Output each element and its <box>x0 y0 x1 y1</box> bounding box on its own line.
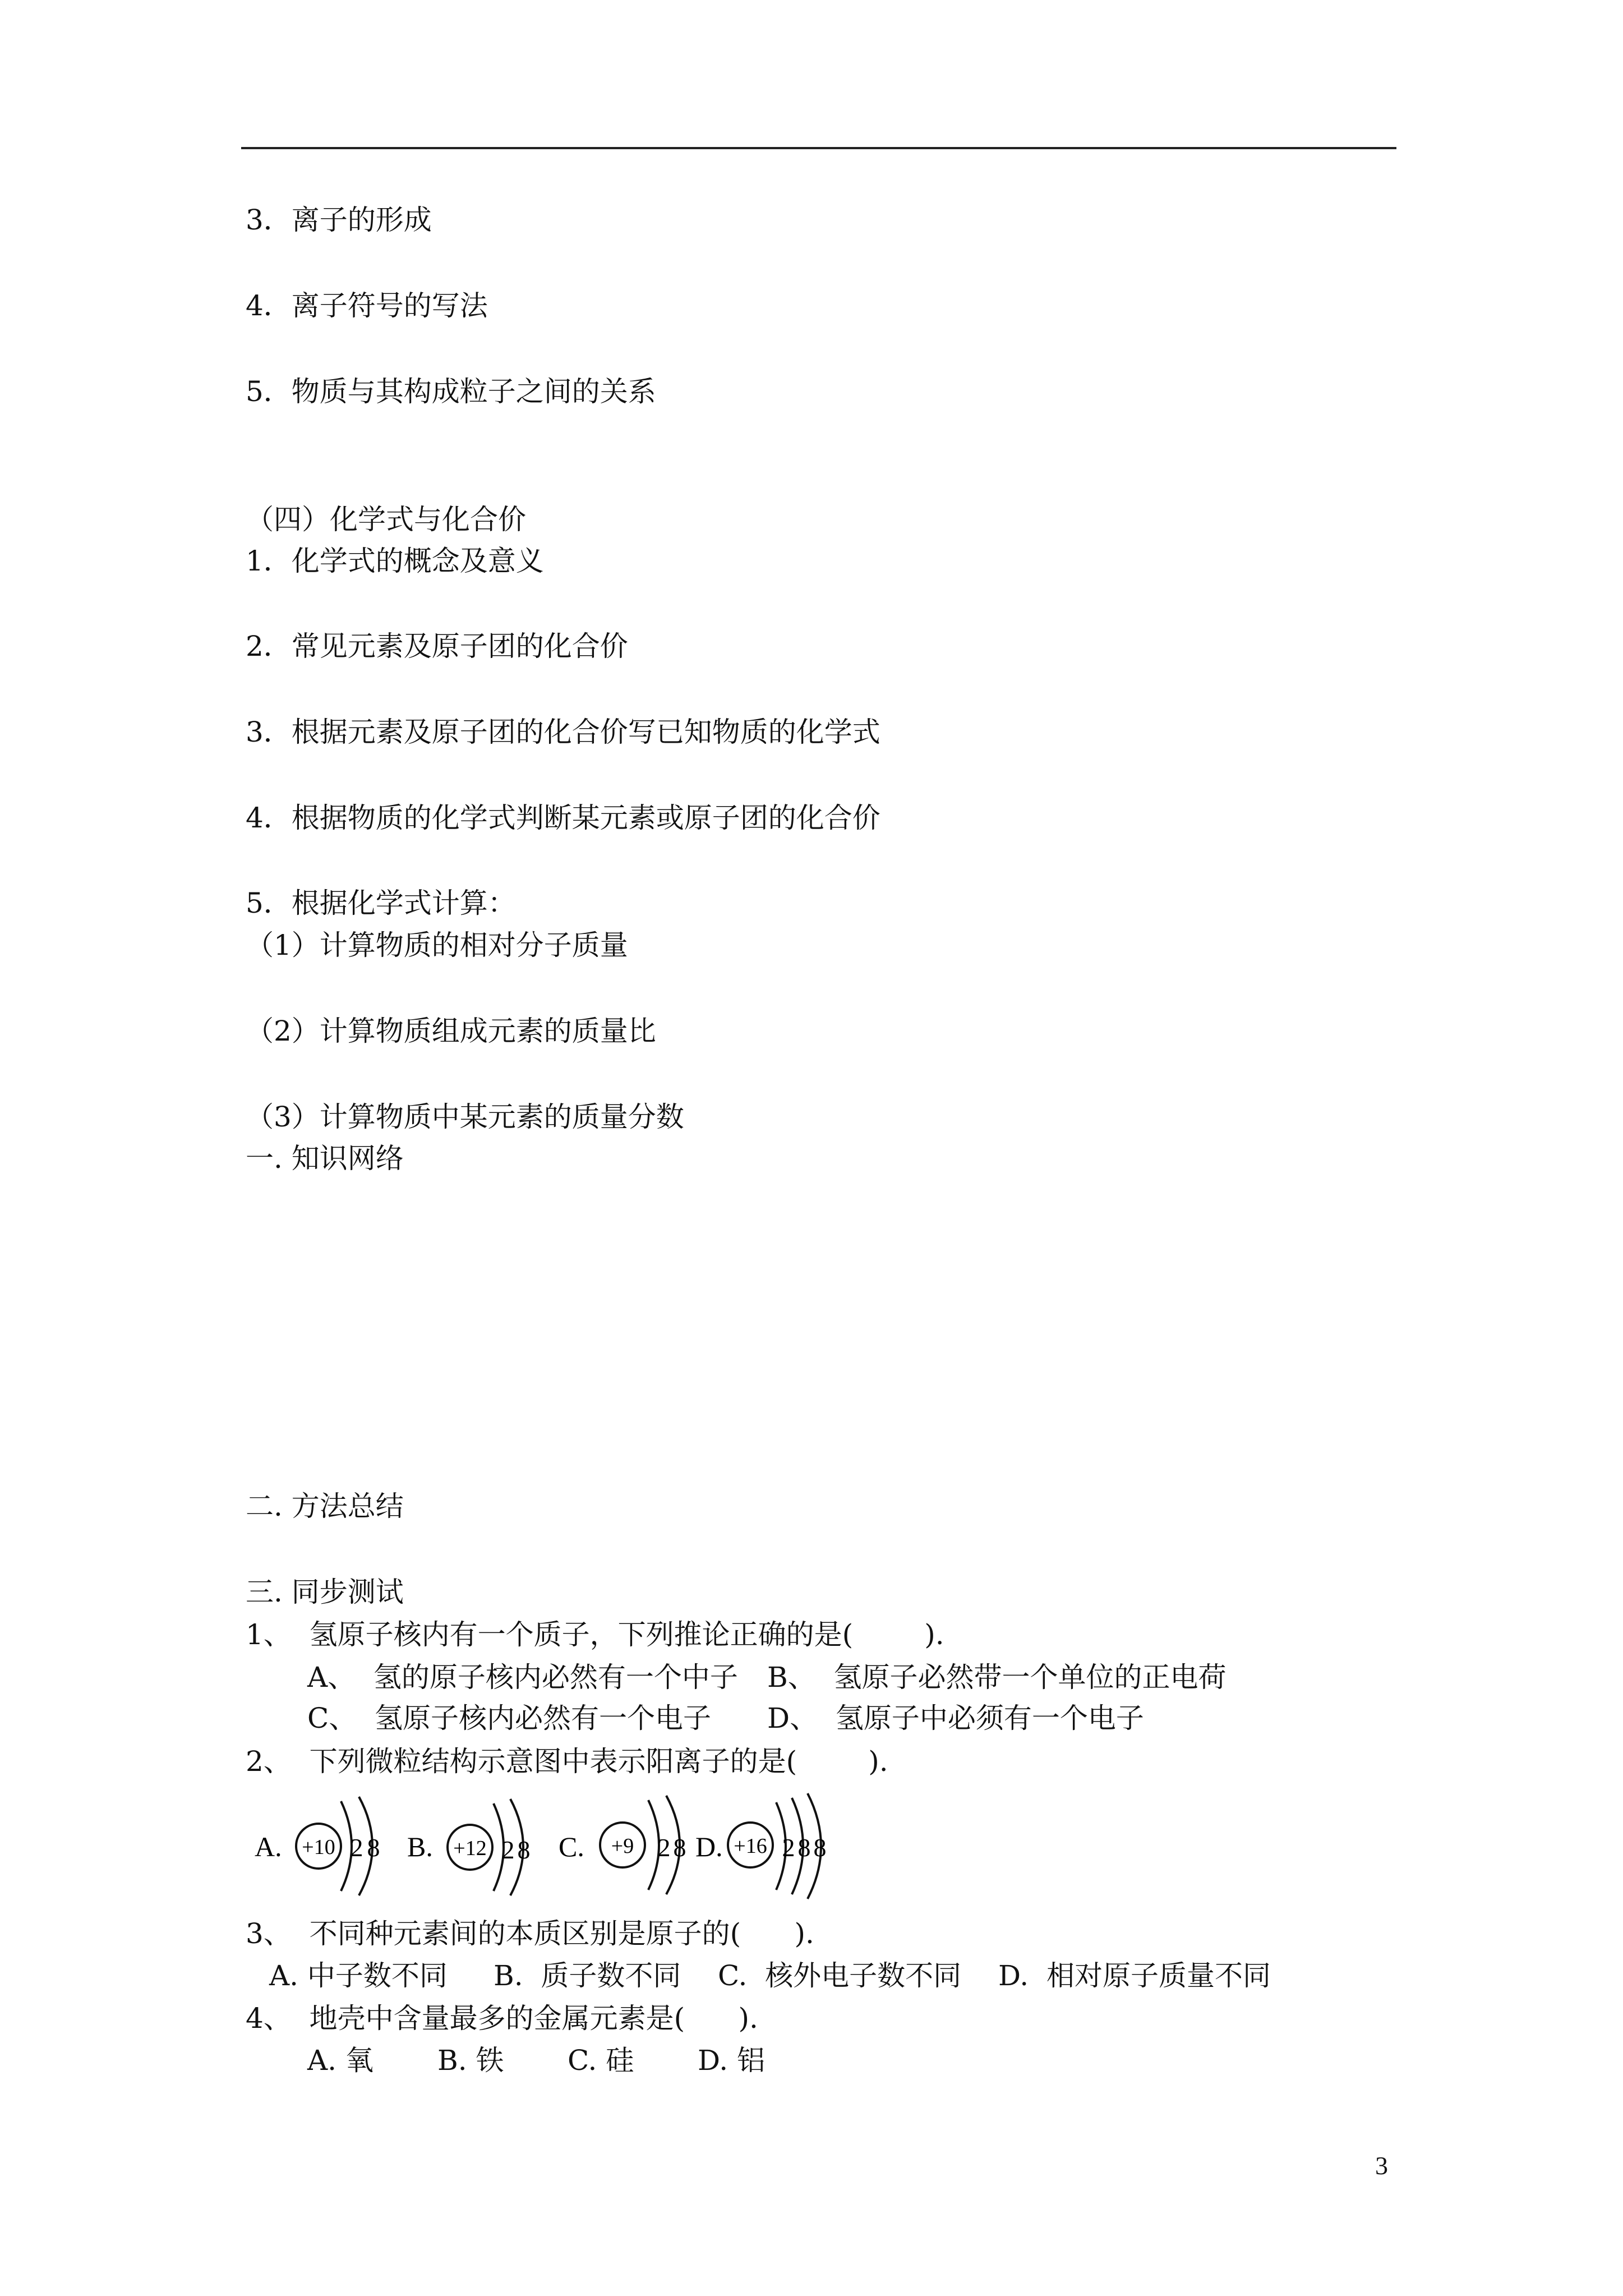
question-stem: 2、 下列微粒结构示意图中表示阳离子的是( ). <box>246 1745 888 1778</box>
nucleus-charge: +16 <box>734 1834 767 1858</box>
option: B. 铁 <box>437 2044 504 2077</box>
option: D. 铝 <box>698 2044 766 2077</box>
text-line: 4．离子符号的写法 <box>246 289 488 322</box>
options-row <box>307 1701 1144 1735</box>
shell-electron-count: 2 <box>657 1833 671 1862</box>
nucleus-charge: +12 <box>453 1837 487 1860</box>
nucleus-charge: +9 <box>611 1834 634 1858</box>
text-line: （3）计算物质中某元素的质量分数 <box>246 1101 684 1133</box>
text-line: 5．根据化学式计算： <box>246 887 516 919</box>
option: C. 核外电子数不同 <box>718 1959 962 1992</box>
options-row <box>269 1959 1271 1993</box>
diagram-option-c <box>559 1796 686 1894</box>
shell-electron-count: 8 <box>797 1833 811 1862</box>
text-line: 1．化学式的概念及意义 <box>246 545 544 577</box>
nucleus-charge: +10 <box>302 1835 335 1859</box>
text-line: （2）计算物质组成元素的质量比 <box>246 1015 656 1047</box>
option: D. 相对原子质量不同 <box>998 1959 1271 1992</box>
option: A. 氧 <box>307 2044 374 2077</box>
shell-electron-count: 2 <box>350 1833 363 1862</box>
options-row <box>307 2044 765 2077</box>
option: B、 氢原子必然带一个单位的正电荷 <box>767 1661 1227 1694</box>
text-line: 5．物质与其构成粒子之间的关系 <box>246 375 656 408</box>
section-heading: 二. 方法总结 <box>246 1490 404 1522</box>
option: C. 硅 <box>568 2044 634 2077</box>
section-heading: （四）化学式与化合价 <box>246 503 526 536</box>
options-row <box>307 1660 1227 1694</box>
diagram-label: B. <box>407 1831 433 1862</box>
option: D、 氢原子中必须有一个电子 <box>767 1702 1144 1734</box>
page-number: 3 <box>1375 2151 1388 2180</box>
option: B. 质子数不同 <box>494 1959 681 1992</box>
diagram-option-b <box>407 1799 531 1895</box>
shell-electron-count: 2 <box>782 1833 795 1862</box>
text-line: 3．根据元素及原子团的化合价写已知物质的化学式 <box>246 716 880 748</box>
option: A、 氢的原子核内必然有一个中子 <box>307 1661 738 1694</box>
shell-electron-count: 8 <box>367 1833 380 1862</box>
diagram-label: C. <box>559 1831 584 1862</box>
shell-electron-count: 8 <box>517 1835 531 1864</box>
diagram-label: D. <box>695 1831 723 1862</box>
shell-electron-count: 8 <box>813 1833 827 1862</box>
atomic-structure-diagrams <box>247 1781 903 1910</box>
question-stem: 3、 不同种元素间的本质区别是原子的( ). <box>246 1917 814 1950</box>
text-line: （1）计算物质的相对分子质量 <box>246 929 628 961</box>
diagram-label: A. <box>255 1831 282 1862</box>
header-rule <box>241 147 1396 149</box>
shell-electron-count: 8 <box>673 1833 686 1862</box>
question-stem: 4、 地壳中含量最多的金属元素是( ). <box>246 2002 758 2035</box>
section-heading: 一. 知识网络 <box>246 1142 404 1175</box>
diagram-option-d <box>695 1793 827 1899</box>
section-heading: 三. 同步测试 <box>246 1576 404 1608</box>
option: C、 氢原子核内必然有一个电子 <box>307 1702 712 1734</box>
text-line: 3．离子的形成 <box>246 204 432 236</box>
shell-electron-count: 2 <box>501 1835 515 1864</box>
text-line: 2．常见元素及原子团的化合价 <box>246 630 628 662</box>
question-stem: 1、 氢原子核内有一个质子，下列推论正确的是( ). <box>246 1618 944 1651</box>
text-line: 4．根据物质的化学式判断某元素或原子团的化合价 <box>246 802 880 834</box>
diagram-option-a <box>255 1797 380 1895</box>
option: A. 中子数不同 <box>269 1959 448 1992</box>
